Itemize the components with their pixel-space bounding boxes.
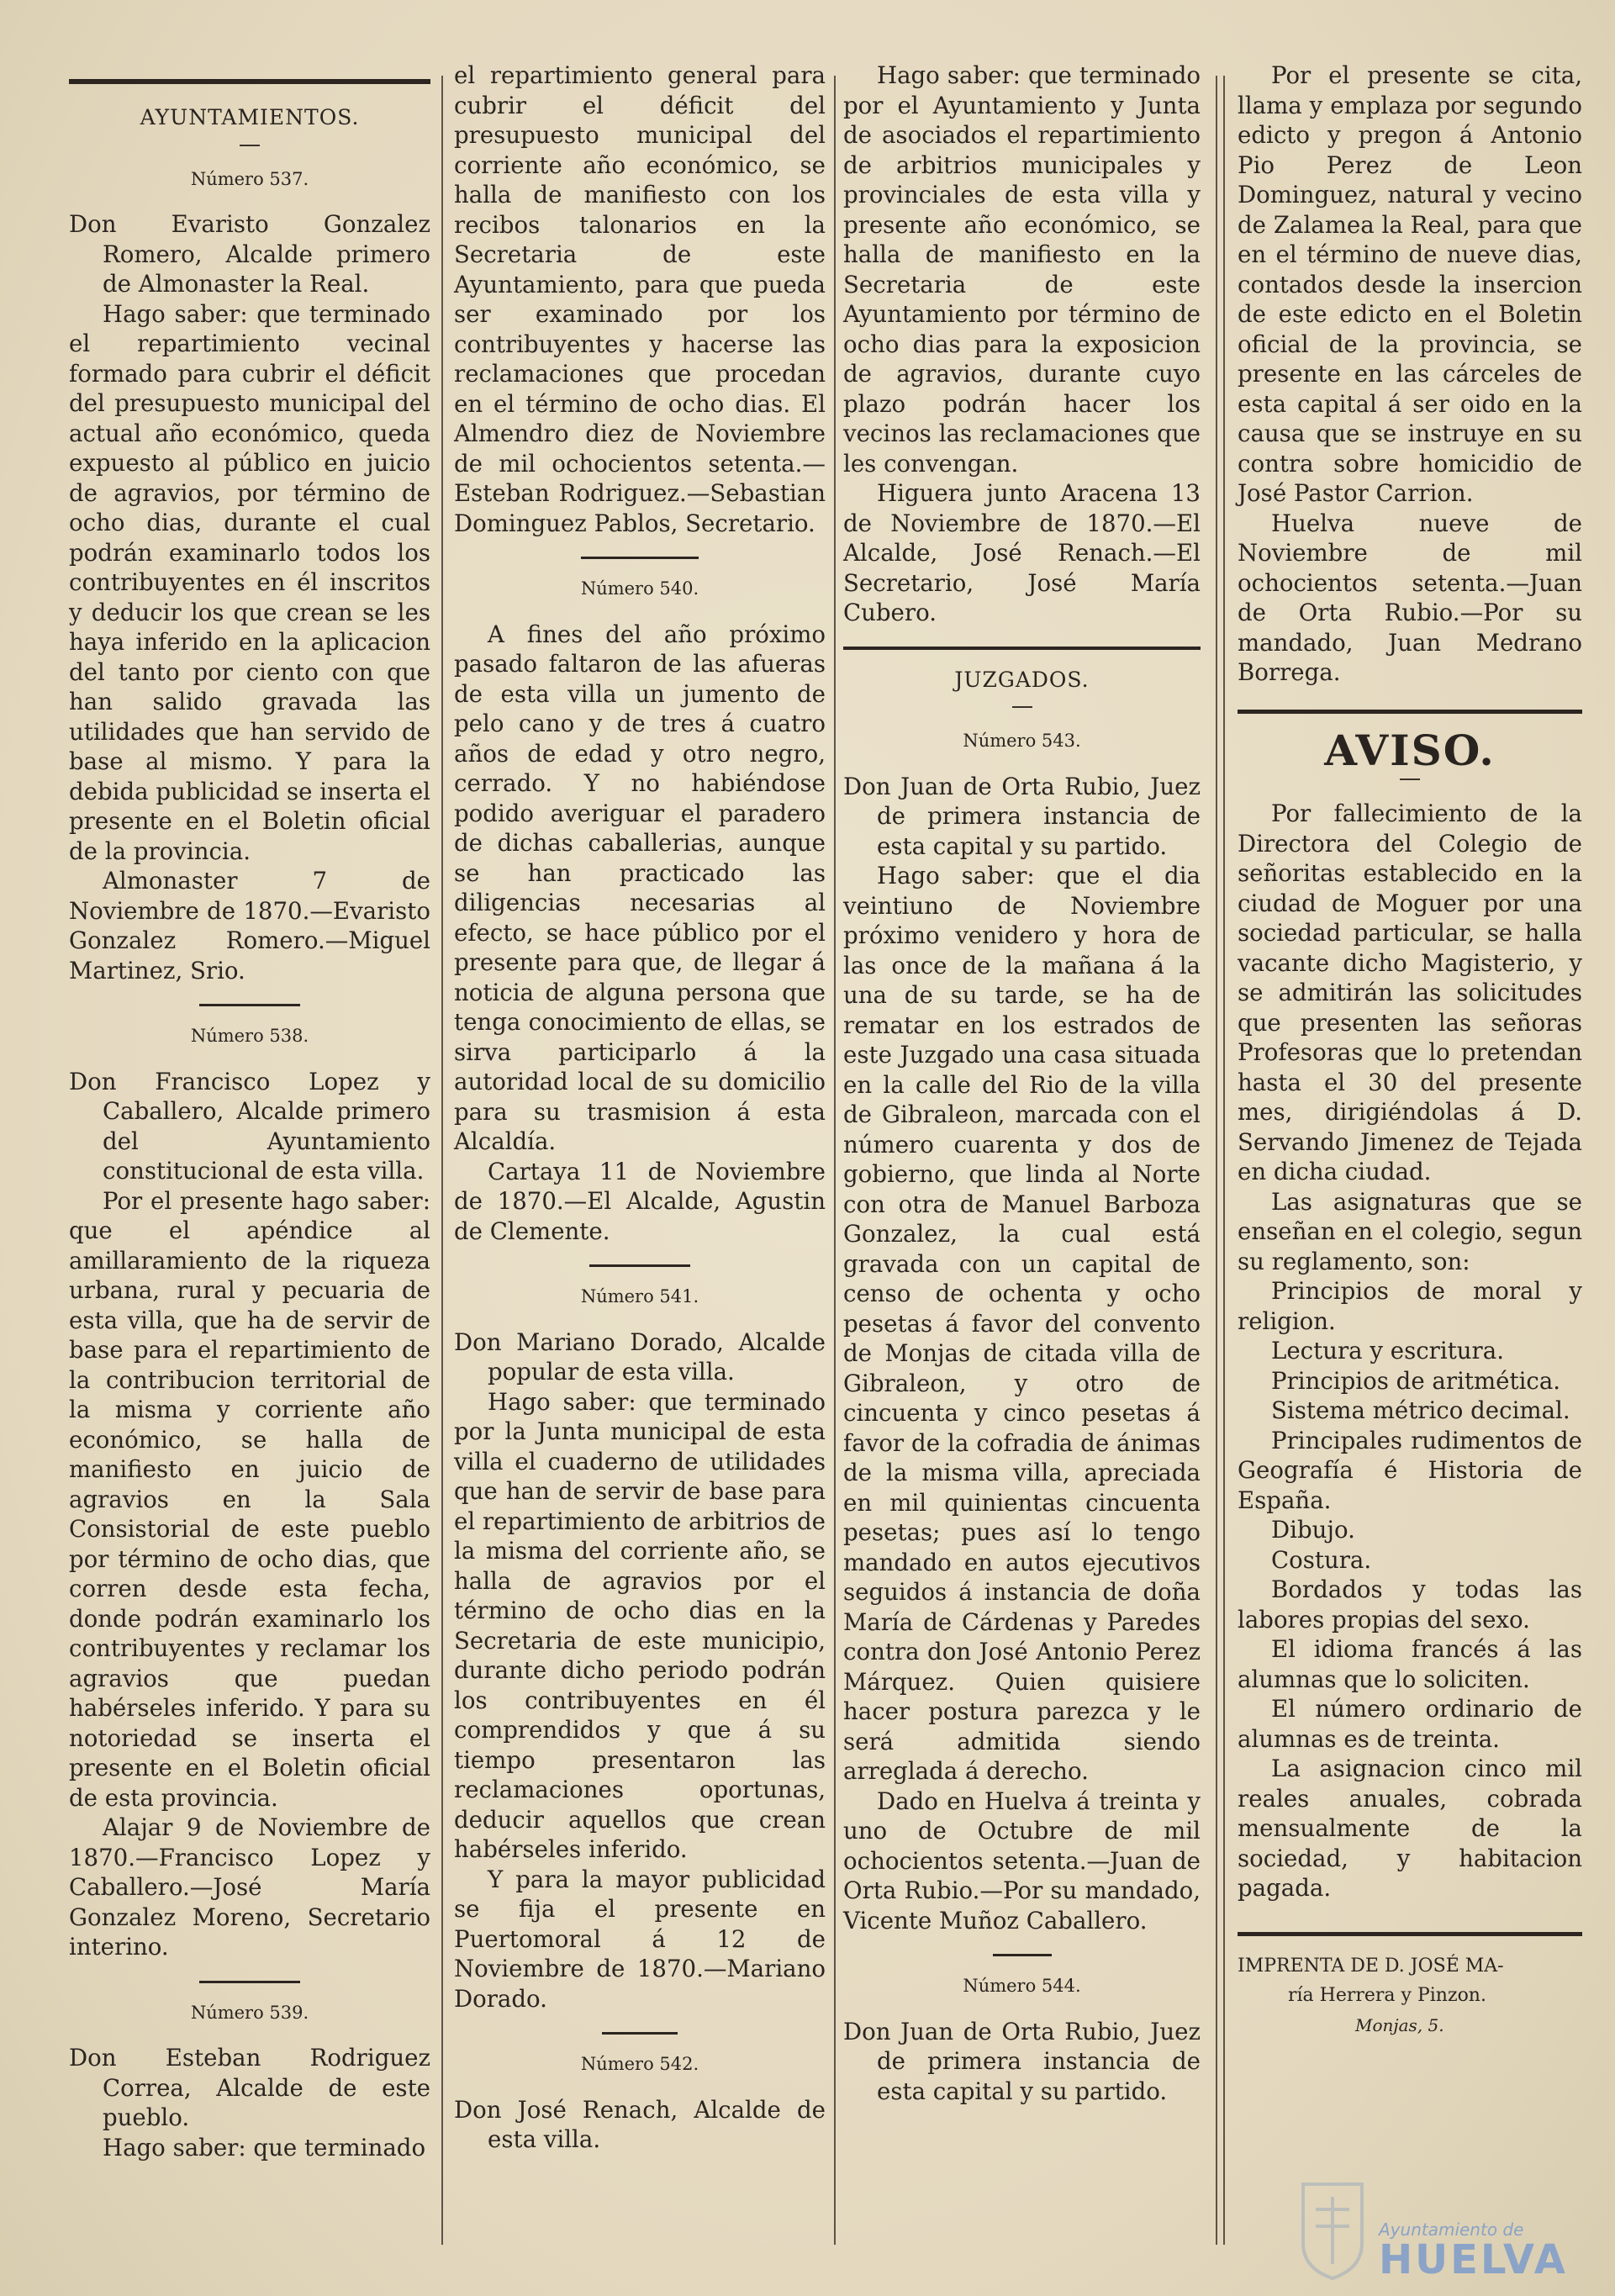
subject-item: Principios de aritmética. xyxy=(1271,1366,1561,1395)
notice-number: Número 540. xyxy=(580,578,699,599)
notice-header: Don Francisco Lopez y Caballero, Alcalde primero del Ayuntamiento constitucional de esta villa. xyxy=(69,1067,430,1185)
subject-item: El idioma francés á las alumnas que lo soliciten. xyxy=(1238,1635,1582,1693)
subject-item: Dibujo. xyxy=(1271,1516,1355,1544)
notice-body: Por el presente hago saber: que el apéndice al amillaramiento de la riqueza urbana, rural y pecuaria de esta villa, que ha de servir de base para el repartimiento de la contribucion territorial de la misma y corriente año económico, se halla de manifiesto en juicio de agravios en la Sala Consistorial de este pueblo por término de ocho dias, que corren desde esta fecha, donde podrán examinarlo los contribuyentes y reclamar los agravios que puedan habérseles inferido. Y para su notoriedad se inserta el presente en el Boletin oficial de esta provincia. xyxy=(69,1186,430,1812)
separator xyxy=(199,1981,300,1983)
separator xyxy=(602,2032,678,2035)
notice-body: Y para la mayor publicidad se fija el presente en Puertomoral á 12 de Noviembre de 1870.—Mariano Dorado. xyxy=(454,1865,826,2013)
separator xyxy=(843,647,1201,650)
subject-item: El número ordinario de alumnas es de treinta. xyxy=(1238,1695,1582,1753)
subject-item: Bordados y todas las labores propias del sexo. xyxy=(1238,1576,1582,1634)
watermark-text xyxy=(1379,2219,1568,2283)
notice-body: Por el presente se cita, llama y emplaza por segundo edicto y pregon á Antonio Pio Perez de Leon Dominguez, natural y vecino de Zalamea la Real, para que en el término de nueve dias, contados desde la insercion de este edicto en el Boletin oficial de la provincia, se presente en las cárceles de esta capital á ser oido en la causa que se instruye en su contra sobre homicidio de José Pastor Carrion. xyxy=(1238,61,1582,507)
notice-body: Hago saber: que terminado por la Junta municipal de esta villa el cuaderno de utilidades que han de servir de base para el repartimiento de arbitrios de la misma del corriente año, se halla de agravios por el término de ocho dias en la Secretaria de este municipio, durante dicho periodo podrán los contribuyentes en él comprendidos y que á su tiempo presentaron las reclamaciones oportunas, deducir aquellos que crean habérseles inferido. xyxy=(454,1387,826,1863)
subject-item: Sistema métrico decimal. xyxy=(1271,1396,1570,1424)
notice-body: el repartimiento general para cubrir el déficit del presupuesto municipal del corriente año económico, se halla de manifiesto con los recibos talonarios en la Secretaria de este Ayuntamiento, para que pueda ser examinado por los contribuyentes y hacerse las reclamaciones que procedan en el término de ocho dias. El Almendro diez de Noviembre de mil ochocientos setenta.—Esteban Rodriguez.—Sebastian Dominguez Pablos, Secretario. xyxy=(454,61,826,537)
separator xyxy=(1238,1932,1582,1936)
subjects-list xyxy=(1238,1276,1582,1903)
dash xyxy=(1400,779,1420,780)
notice-header: Don José Renach, Alcalde de esta villa. xyxy=(454,2095,826,2153)
aviso-body: Por fallecimiento de la Directora del Colegio de señoritas establecido en la ciudad de Moguer por una sociedad particular, se halla vacante dicho Magisterio, y se admitirán las solicitudes que presenten las señoras Profesoras que lo pretendan hasta el 30 del presente mes, dirigiéndolas á D. Servando Jimenez de Tejada en dicha ciudad. xyxy=(1238,800,1582,1185)
watermark-line2: HUELVA xyxy=(1379,2236,1568,2283)
subject-item: Principales rudimentos de Geografía é Historia de España. xyxy=(1238,1426,1582,1514)
notice-number: Número 541. xyxy=(580,1286,699,1306)
column-4 xyxy=(1238,61,1582,2040)
printer-address: Monjas, 5. xyxy=(1355,2014,1444,2035)
subject-item: Costura. xyxy=(1271,1545,1372,1574)
notice-signature: Dado en Huelva á treinta y uno de Octubre de mil ochocientos setenta.—Juan de Orta Rubio.—Por su mandado, Vicente Muñoz Caballero. xyxy=(843,1787,1201,1934)
notice-signature: Alajar 9 de Noviembre de 1870.—Francisco Lopez y Caballero.—José María Gonzalez Moreno, Secretario interino. xyxy=(69,1813,430,1961)
printer-line: ría Herrera y Pinzon. xyxy=(1288,1985,1486,2006)
notice-signature: Cartaya 11 de Noviembre de 1870.—El Alcalde, Agustin de Clemente. xyxy=(454,1157,826,1245)
column-rule xyxy=(1216,76,1217,2245)
section-ayuntamientos: AYUNTAMIENTOS. xyxy=(140,105,360,129)
column-rule xyxy=(834,76,836,2245)
aviso-title: AVISO. xyxy=(1324,725,1496,775)
notice-header: Don Juan de Orta Rubio, Juez de primera instancia de esta capital y su partido. xyxy=(843,2017,1201,2105)
header-rule xyxy=(69,79,430,84)
printer-line: IMPRENTA DE D. JOSÉ MA- xyxy=(1238,1955,1504,1977)
dash xyxy=(1012,706,1032,708)
notice-signature: Higuera junto Aracena 13 de Noviembre de 1870.—El Alcalde, José Renach.—El Secretario, José María Cubero. xyxy=(843,479,1201,626)
subject-item: Principios de moral y religion. xyxy=(1238,1277,1582,1335)
separator xyxy=(993,1954,1052,1956)
column-rule xyxy=(1223,76,1225,2245)
watermark-line1: Ayuntamiento de xyxy=(1379,2219,1524,2240)
notice-header: Don Esteban Rodriguez Correa, Alcalde de este pueblo. xyxy=(69,2044,430,2131)
notice-header: Don Juan de Orta Rubio, Juez de primera instancia de esta capital y su partido. xyxy=(843,772,1201,860)
notice-number: Número 538. xyxy=(190,1026,309,1046)
section-juzgados: JUZGADOS. xyxy=(954,667,1090,692)
separator xyxy=(581,557,699,559)
notice-signature: Almonaster 7 de Noviembre de 1870.—Evaristo Gonzalez Romero.—Miguel Martinez, Srio. xyxy=(69,867,430,984)
column-1 xyxy=(69,61,430,2162)
notice-body: Hago saber: que terminado el repartimiento vecinal formado para cubrir el déficit del presupuesto municipal del actual año económico, queda expuesto al público en juicio de agravios, por término de ocho dias, durante el cual podrán examinarlo todos los contribuyentes en él inscritos y deducir los que crean se les haya inferido en la aplicacion del tanto por ciento con que han salido gravada las utilidades que han servido de base al mismo. Y para la debida publicidad se inserta el presente en el Boletin oficial de la provincia. xyxy=(69,299,430,865)
notice-body: Hago saber: que terminado por el Ayuntamiento y Junta de asociados el repartimiento de arbitrios municipales y provinciales de esta villa y presente año económico, se halla de manifiesto en la Secretaria de este Ayuntamiento por término de ocho dias para la exposicion de agravios, durante cuyo plazo podrán hacer los vecinos las reclamaciones que les convengan. xyxy=(843,61,1201,478)
notice-body: A fines del año próximo pasado faltaron de las afueras de esta villa un jumento de pelo cano y de tres á cuatro años de edad y otro negro, cerrado. Y no habiéndose podido averiguar el paradero de dichas caballerias, aunque se han practicado las diligencias necesarias al efecto, se hace público por el presente para que, de llegar á noticia de alguna persona que tenga conocimiento de ellas, se sirva participarlo á la autoridad local de su domicilio para su trasmision á esta Alcaldía. xyxy=(454,620,826,1155)
notice-body: Hago saber: que el dia veintiuno de Noviembre próximo venidero y hora de las once de la mañana á la una de su tarde, se ha de rematar en los estrados de este Juzgado una casa situada en la calle del Rio de la villa de Gibraleon, marcada con el número cuarenta y dos de gobierno, que linda al Norte con otra de Manuel Barboza Gonzalez, la cual está gravada con un capital de censo de ochenta y ocho pesetas á favor del convento de Monjas de citada villa de Gibraleon, y otro de cincuenta y cinco pesetas á favor de la cofradia de ánimas de la misma villa, apreciada en mil quinientas cincuenta pesetas; pues así lo tengo mandado en autos ejecutivos seguidos á instancia de doña María de Cárdenas y Paredes contra don José Antonio Perez Márquez. Quien quisiere hacer postura parezca y le será admitida siendo arreglada á derecho. xyxy=(843,862,1201,1785)
notice-signature: Huelva nueve de Noviembre de mil ochocientos setenta.—Juan de Orta Rubio.—Por su mandado, Juan Medrano Borrega. xyxy=(1238,509,1582,686)
column-2 xyxy=(454,61,826,2155)
subject-item: La asignacion cinco mil reales anuales, cobrada mensualmente de la sociedad, y habitacion pagada. xyxy=(1238,1755,1582,1902)
separator xyxy=(199,1004,300,1006)
notice-number: Número 542. xyxy=(580,2054,699,2074)
column-rule xyxy=(441,76,443,2245)
notice-header: Don Mariano Dorado, Alcalde popular de esta villa. xyxy=(454,1327,826,1386)
notice-header: Don Evaristo Gonzalez Romero, Alcalde primero de Almonaster la Real. xyxy=(69,210,430,298)
notice-number: Número 539. xyxy=(190,2002,309,2023)
dash xyxy=(240,145,260,146)
separator xyxy=(589,1264,690,1267)
column-3 xyxy=(843,61,1201,2106)
aviso-subjects-intro: Las asignaturas que se enseñan en el colegio, segun su reglamento, son: xyxy=(1238,1187,1582,1275)
notice-body: Hago saber: que terminado xyxy=(103,2133,426,2161)
separator xyxy=(1238,710,1582,714)
printer-imprint xyxy=(1238,1951,1582,2041)
subject-item: Lectura y escritura. xyxy=(1271,1337,1504,1364)
notice-number: Número 537. xyxy=(190,168,309,189)
notice-number: Número 544. xyxy=(963,1976,1081,1996)
notice-number: Número 543. xyxy=(963,731,1081,751)
